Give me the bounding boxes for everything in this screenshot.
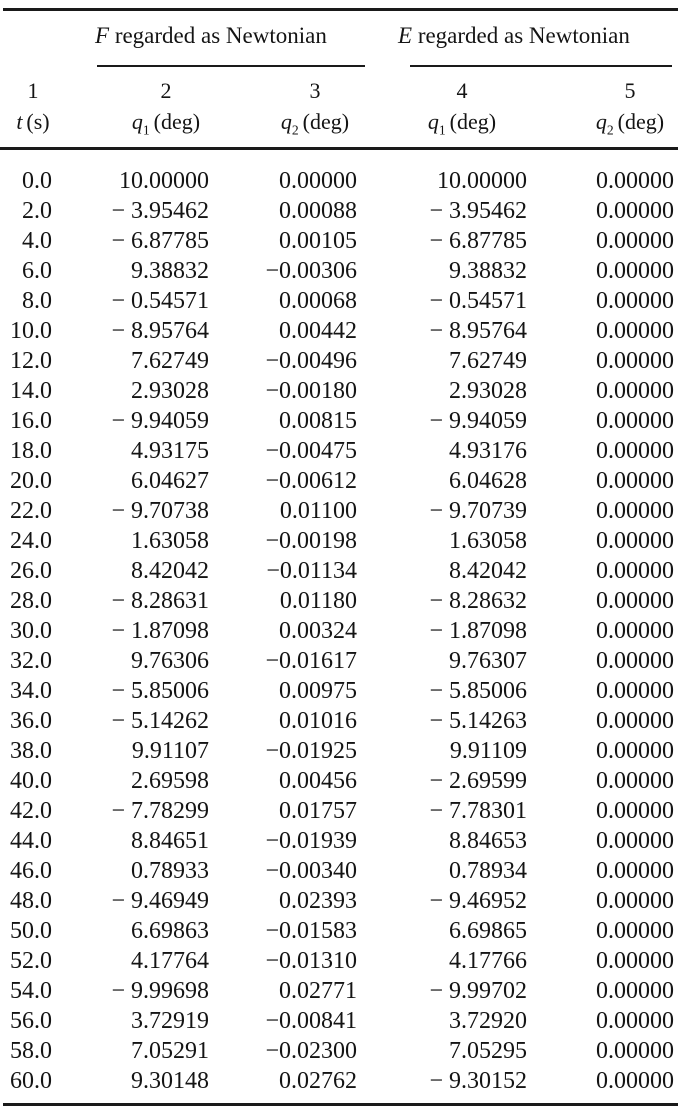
table-row	[0, 586, 678, 616]
column-header-q1-e	[400, 76, 524, 138]
cell: − 7.78301	[429, 798, 527, 824]
cell: 0.00000	[596, 318, 674, 344]
cell: 0.00000	[596, 348, 674, 374]
cell: 8.42042	[131, 558, 209, 584]
column-number: 3	[309, 78, 321, 103]
table-row	[0, 436, 678, 466]
cell: 7.05291	[131, 1038, 209, 1064]
table-row	[0, 376, 678, 406]
table-row	[0, 886, 678, 916]
cell: 0.00000	[596, 588, 674, 614]
cell: 2.93028	[449, 378, 527, 404]
cell: 28.0	[10, 588, 52, 614]
group-e-letter: E	[398, 23, 413, 48]
cell: 4.93175	[131, 438, 209, 464]
table-row	[0, 946, 678, 976]
cell: 6.69865	[449, 918, 527, 944]
cell: 0.00000	[596, 1008, 674, 1034]
cell: −0.00180	[265, 378, 357, 404]
cell: 0.02762	[279, 1068, 357, 1094]
column-header-q1-f	[106, 76, 226, 138]
cell: − 5.14262	[111, 708, 209, 734]
table-row	[0, 166, 678, 196]
table-row	[0, 196, 678, 226]
column-symbol: q	[595, 109, 607, 134]
table-row	[0, 286, 678, 316]
cell: 0.01100	[279, 498, 357, 524]
cell: 2.69598	[131, 768, 209, 794]
cell: 0.00000	[596, 678, 674, 704]
cell: 56.0	[10, 1008, 52, 1034]
cell: 0.02393	[279, 888, 357, 914]
table-row	[0, 256, 678, 286]
cell: 0.00000	[596, 738, 674, 764]
cell: 0.02771	[279, 978, 357, 1004]
column-subscript: 1	[142, 122, 150, 138]
cell: 0.00000	[596, 258, 674, 284]
table-row	[0, 406, 678, 436]
cell: 0.00000	[596, 708, 674, 734]
cell: 6.69863	[131, 918, 209, 944]
column-unit: (deg)	[302, 109, 350, 134]
cell: 18.0	[10, 438, 52, 464]
cell: 50.0	[10, 918, 52, 944]
cell: − 9.99698	[111, 978, 209, 1004]
cell: 4.17766	[449, 948, 527, 974]
cell: 46.0	[10, 858, 52, 884]
cell: 14.0	[10, 378, 52, 404]
cell: 24.0	[10, 528, 52, 554]
cell: 2.93028	[131, 378, 209, 404]
group-e-rest: regarded as Newtonian	[412, 23, 630, 48]
cell: − 8.28632	[429, 588, 527, 614]
cell: 0.00000	[596, 888, 674, 914]
cell: − 0.54571	[429, 288, 527, 314]
table-row	[0, 736, 678, 766]
cell: 9.38832	[449, 258, 527, 284]
cell: −0.02300	[265, 1038, 357, 1064]
cell: − 5.85006	[111, 678, 209, 704]
cell: 0.00000	[596, 858, 674, 884]
cell: −0.01310	[265, 948, 357, 974]
column-unit: (deg)	[153, 109, 201, 134]
group-e-rule	[410, 65, 672, 67]
table-row	[0, 1066, 678, 1096]
cell: 60.0	[10, 1068, 52, 1094]
column-symbol: t	[16, 109, 23, 134]
cell: 4.0	[22, 228, 52, 254]
cell: 3.72920	[449, 1008, 527, 1034]
cell: 0.00000	[279, 168, 357, 194]
cell: 30.0	[10, 618, 52, 644]
cell: − 9.70738	[111, 498, 209, 524]
cell: 42.0	[10, 798, 52, 824]
table-row	[0, 1006, 678, 1036]
table-row	[0, 556, 678, 586]
bottom-rule	[3, 1103, 678, 1106]
cell: 44.0	[10, 828, 52, 854]
column-subscript: 2	[291, 122, 299, 138]
cell: 8.84653	[449, 828, 527, 854]
column-label	[106, 106, 226, 138]
cell: 36.0	[10, 708, 52, 734]
cell: − 1.87098	[429, 618, 527, 644]
cell: 48.0	[10, 888, 52, 914]
cell: − 3.95462	[111, 198, 209, 224]
table-row	[0, 976, 678, 1006]
cell: 0.01180	[279, 588, 357, 614]
cell: 0.00000	[596, 528, 674, 554]
cell: −0.01583	[265, 918, 357, 944]
cell: 6.04628	[449, 468, 527, 494]
cell: −0.00841	[265, 1008, 357, 1034]
top-rule	[3, 8, 678, 11]
group-f-rest: regarded as Newtonian	[109, 23, 327, 48]
cell: 0.00000	[596, 378, 674, 404]
cell: 0.00000	[596, 1038, 674, 1064]
cell: 0.00000	[596, 648, 674, 674]
column-symbol: q	[280, 109, 292, 134]
cell: 7.62749	[449, 348, 527, 374]
cell: 4.93176	[449, 438, 527, 464]
cell: 0.00000	[596, 198, 674, 224]
cell: 0.00000	[596, 228, 674, 254]
cell: −0.00340	[265, 858, 357, 884]
cell: − 1.87098	[111, 618, 209, 644]
cell: 16.0	[10, 408, 52, 434]
cell: − 9.46952	[429, 888, 527, 914]
cell: 1.63058	[449, 528, 527, 554]
cell: 0.00000	[596, 918, 674, 944]
cell: 12.0	[10, 348, 52, 374]
cell: 9.76307	[449, 648, 527, 674]
cell: − 9.46949	[111, 888, 209, 914]
column-number: 2	[160, 78, 172, 103]
cell: 58.0	[10, 1038, 52, 1064]
cell: −0.00496	[265, 348, 357, 374]
column-subscript: 2	[606, 122, 614, 138]
cell: − 2.69599	[429, 768, 527, 794]
cell: 40.0	[10, 768, 52, 794]
cell: 0.00000	[596, 288, 674, 314]
cell: 0.01016	[279, 708, 357, 734]
cell: 9.91107	[131, 738, 209, 764]
cell: −0.00612	[265, 468, 357, 494]
cell: 0.00000	[596, 1068, 674, 1094]
cell: −0.01134	[266, 558, 357, 584]
column-number: 4	[456, 78, 468, 103]
column-symbol: q	[131, 109, 143, 134]
cell: 34.0	[10, 678, 52, 704]
cell: 0.00105	[279, 228, 357, 254]
cell: 1.63058	[131, 528, 209, 554]
cell: 0.00442	[279, 318, 357, 344]
column-unit: (deg)	[617, 109, 665, 134]
column-unit: (s)	[26, 109, 50, 134]
cell: −0.01925	[265, 738, 357, 764]
cell: − 9.30152	[429, 1068, 527, 1094]
cell: − 3.95462	[429, 198, 527, 224]
column-label	[568, 106, 678, 138]
table-row	[0, 616, 678, 646]
group-header-e	[398, 22, 630, 50]
cell: −0.00306	[265, 258, 357, 284]
cell: 0.00456	[279, 768, 357, 794]
cell: 8.0	[22, 288, 52, 314]
cell: 0.00088	[279, 198, 357, 224]
table-row	[0, 706, 678, 736]
column-subscript: 1	[438, 122, 446, 138]
column-number: 1	[27, 78, 39, 103]
column-label	[3, 106, 63, 138]
table-row	[0, 826, 678, 856]
cell: − 9.94059	[111, 408, 209, 434]
column-header-t	[3, 76, 63, 138]
cell: 0.01757	[279, 798, 357, 824]
cell: 32.0	[10, 648, 52, 674]
cell: 10.0	[10, 318, 52, 344]
table-row	[0, 916, 678, 946]
table-row	[0, 346, 678, 376]
cell: 10.00000	[119, 168, 209, 194]
table-row	[0, 316, 678, 346]
cell: 0.00000	[596, 468, 674, 494]
cell: 0.00324	[279, 618, 357, 644]
cell: 0.00000	[596, 978, 674, 1004]
table-row	[0, 646, 678, 676]
cell: − 5.85006	[429, 678, 527, 704]
cell: 0.00000	[596, 438, 674, 464]
cell: 38.0	[10, 738, 52, 764]
cell: 9.38832	[131, 258, 209, 284]
cell: 8.84651	[131, 828, 209, 854]
cell: −0.01617	[265, 648, 357, 674]
cell: 0.00000	[596, 768, 674, 794]
cell: 0.00000	[596, 798, 674, 824]
cell: − 9.70739	[429, 498, 527, 524]
cell: − 8.28631	[111, 588, 209, 614]
cell: −0.00198	[265, 528, 357, 554]
column-header-q2-e	[568, 76, 678, 138]
cell: − 5.14263	[429, 708, 527, 734]
table-row	[0, 496, 678, 526]
cell: 54.0	[10, 978, 52, 1004]
cell: − 0.54571	[111, 288, 209, 314]
cell: 7.05295	[449, 1038, 527, 1064]
cell: 20.0	[10, 468, 52, 494]
cell: 9.76306	[131, 648, 209, 674]
cell: 0.0	[22, 168, 52, 194]
cell: 0.00000	[596, 828, 674, 854]
cell: 9.30148	[131, 1068, 209, 1094]
cell: 0.00975	[279, 678, 357, 704]
table-row	[0, 856, 678, 886]
table-body	[0, 166, 678, 1096]
cell: 0.00068	[279, 288, 357, 314]
cell: − 7.78299	[111, 798, 209, 824]
cell: − 6.87785	[429, 228, 527, 254]
header-body-divider-rule	[0, 147, 678, 150]
cell: 6.04627	[131, 468, 209, 494]
cell: 10.00000	[437, 168, 527, 194]
column-number: 5	[624, 78, 636, 103]
cell: 0.78933	[131, 858, 209, 884]
cell: − 9.99702	[429, 978, 527, 1004]
table-row	[0, 526, 678, 556]
cell: 0.00000	[596, 558, 674, 584]
column-header-q2-f	[255, 76, 375, 138]
column-label	[400, 106, 524, 138]
cell: 7.62749	[131, 348, 209, 374]
cell: 6.0	[22, 258, 52, 284]
cell: −0.00475	[265, 438, 357, 464]
cell: 0.78934	[449, 858, 527, 884]
group-f-letter: F	[95, 23, 110, 48]
cell: 0.00000	[596, 618, 674, 644]
cell: 9.91109	[449, 738, 527, 764]
cell: − 8.95764	[429, 318, 527, 344]
group-header-f	[95, 22, 327, 50]
column-symbol: q	[427, 109, 439, 134]
cell: 0.00000	[596, 408, 674, 434]
cell: 0.00000	[596, 168, 674, 194]
cell: 0.00000	[596, 498, 674, 524]
table-row	[0, 676, 678, 706]
cell: − 8.95764	[111, 318, 209, 344]
table-row	[0, 766, 678, 796]
table-row	[0, 796, 678, 826]
cell: 4.17764	[131, 948, 209, 974]
table-row	[0, 226, 678, 256]
cell: 2.0	[22, 198, 52, 224]
cell: 3.72919	[131, 1008, 209, 1034]
cell: 8.42042	[449, 558, 527, 584]
cell: − 9.94059	[429, 408, 527, 434]
cell: −0.01939	[265, 828, 357, 854]
cell: 0.00000	[596, 948, 674, 974]
table-row	[0, 1036, 678, 1066]
cell: − 6.87785	[111, 228, 209, 254]
group-f-rule	[97, 65, 365, 67]
cell: 26.0	[10, 558, 52, 584]
cell: 22.0	[10, 498, 52, 524]
cell: 52.0	[10, 948, 52, 974]
column-label	[255, 106, 375, 138]
cell: 0.00815	[279, 408, 357, 434]
column-unit: (deg)	[449, 109, 497, 134]
table-row	[0, 466, 678, 496]
